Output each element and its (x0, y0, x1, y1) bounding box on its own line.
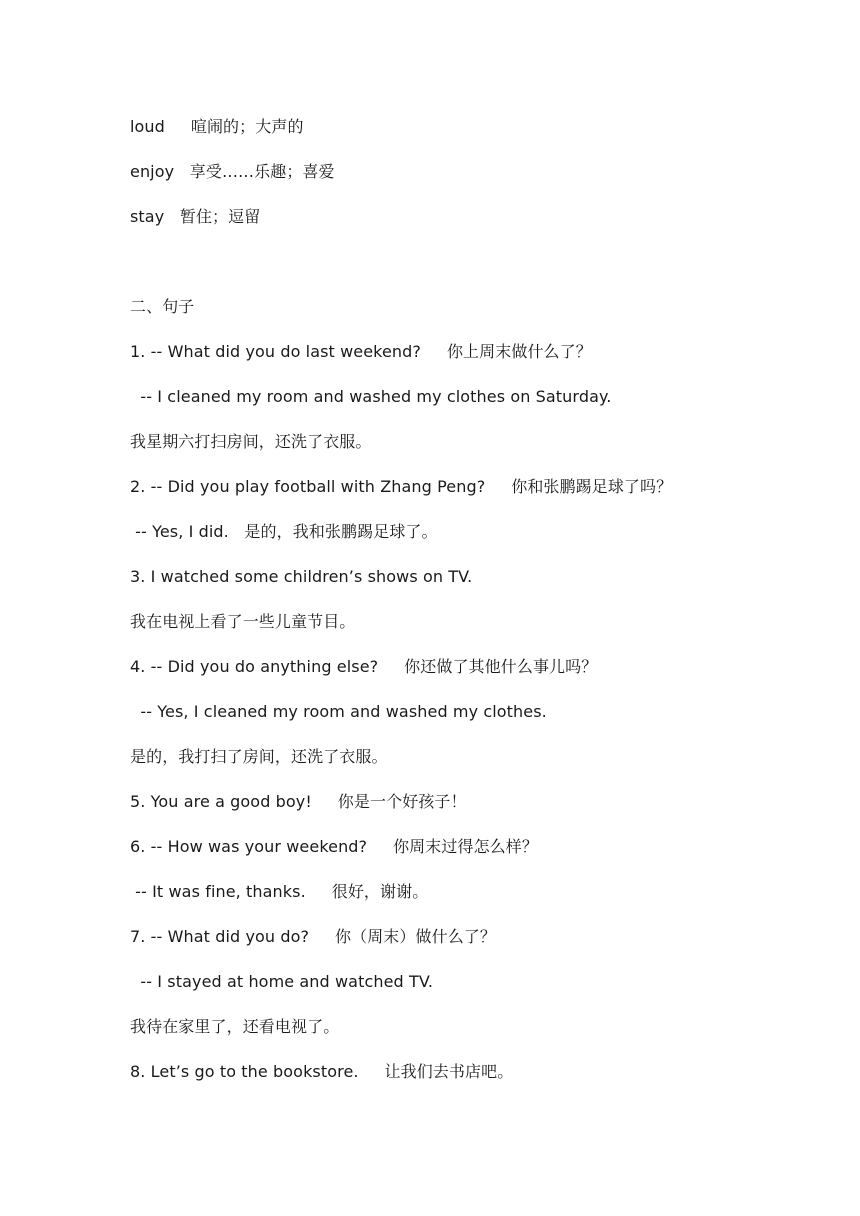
sentence-line: 1. -- What did you do last weekend? 你上周末做什么了？ (130, 342, 592, 361)
sentence-line: -- I cleaned my room and washed my clothes on Saturday. (130, 387, 612, 406)
sentence-line: -- I stayed at home and watched TV. (130, 972, 434, 991)
sentence-line: -- Yes, I cleaned my room and washed my clothes. (130, 702, 547, 721)
section-heading: 二、句子 (130, 297, 195, 316)
sentence-line: 3. I watched some children’s shows on TV. (130, 567, 473, 586)
sentence-line: 我在电视上看了一些儿童节目。 (130, 612, 356, 631)
sentence-line: 我星期六打扫房间，还洗了衣服。 (130, 432, 372, 451)
vocab-line: enjoy 享受……乐趣；喜爱 (130, 162, 335, 181)
vocab-line: loud 喧闹的；大声的 (130, 117, 304, 136)
sentence-line: 我待在家里了，还看电视了。 (130, 1017, 340, 1036)
sentence-line: 2. -- Did you play football with Zhang Peng? 你和张鹏踢足球了吗？ (130, 477, 673, 496)
sentence-line: 6. -- How was your weekend? 你周末过得怎么样？ (130, 837, 538, 856)
sentence-line: -- Yes, I did. 是的，我和张鹏踢足球了。 (130, 522, 438, 541)
sentence-line: 4. -- Did you do anything else? 你还做了其他什么事儿吗？ (130, 657, 598, 676)
sentence-line: 7. -- What did you do? 你（周末）做什么了？ (130, 927, 497, 946)
vocab-line: stay 暂住；逗留 (130, 207, 261, 226)
sentence-line: -- It was fine, thanks. 很好，谢谢。 (130, 882, 429, 901)
sentence-line: 8. Let’s go to the bookstore. 让我们去书店吧。 (130, 1062, 514, 1081)
sentence-line: 5. You are a good boy! 你是一个好孩子！ (130, 792, 467, 811)
sentence-line: 是的，我打扫了房间，还洗了衣服。 (130, 747, 388, 766)
